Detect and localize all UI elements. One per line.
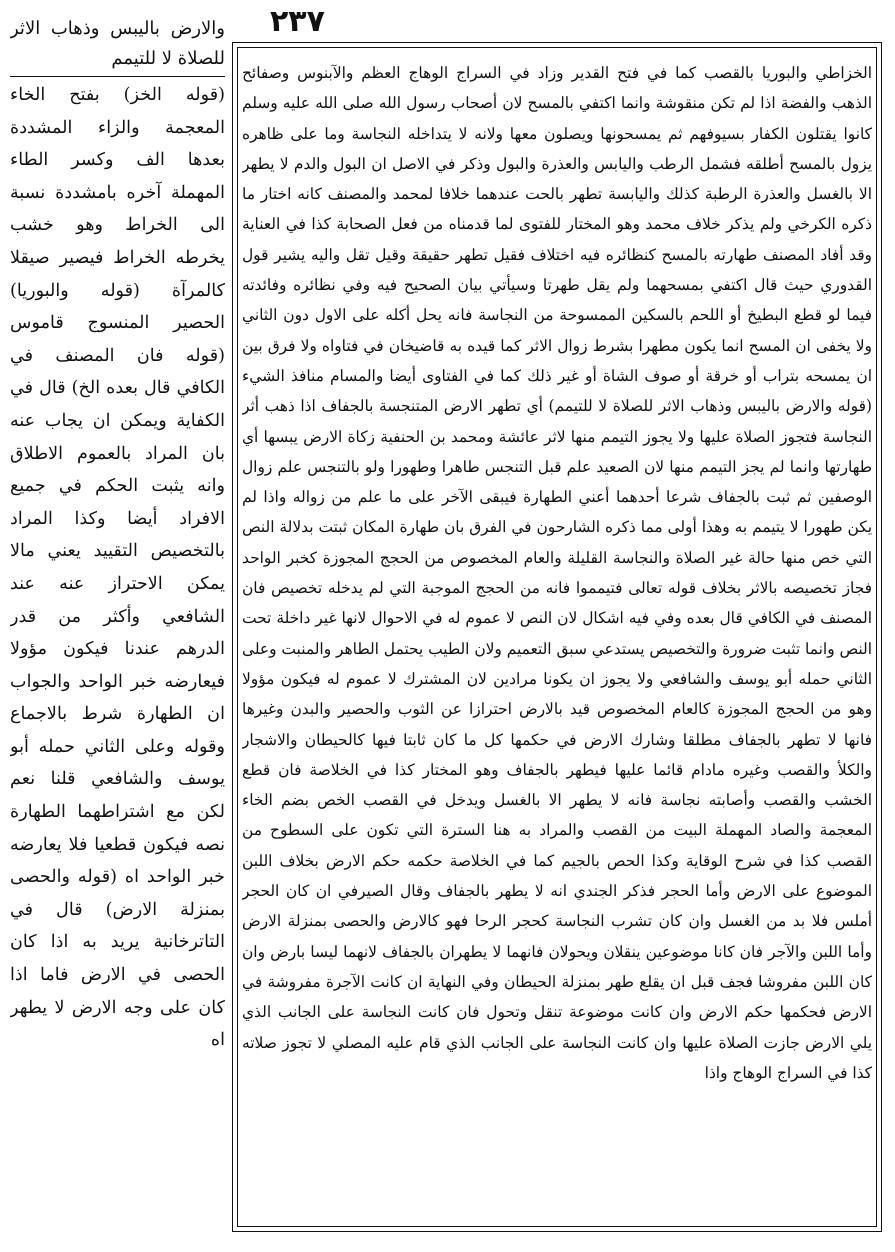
main-text [242, 58, 872, 1228]
page-number: ٢٣٧ [270, 4, 325, 39]
margin-heading: والارض باليبس وذهاب الاثر للصلاة لا للتيمم [10, 14, 225, 77]
margin-commentary [10, 14, 225, 1242]
margin-text: (قوله الخز) بفتح الخاء المعجمة والزاء المشددة بعدها الف وكسر الطاء المهملة آخره بامشددة نسبة الى الخراط وهو خشب يخرطه الخراط فيصير صيقلا كالمرآة (قوله والبوريا) الحصير المنسوج قاموس (قوله فان المصنف في الكافي قال بعده الخ) قال في الكفاية ويمكن ان يجاب عنه بان المراد بالعموم الاطلاق وانه يثبت الحكم في جميع الافراد أيضا وكذا المراد بالتخصيص التقييد يعني مالا يمكن الاحتراز عنه عند الشافعي وأكثر من قدر الدرهم عندنا فيكون مؤولا فيعارضه خبر الواحد والجواب ان الطهارة شرط بالاجماع وقوله وعلى الثاني حمله أبو يوسف والشافعي قلنا نعم لكن مع اشتراطهما الطهارة نصه فيكون قطعيا فلا يعارضه خبر الواحد اه (قوله والحصى بمنزلة الارض) قال في التاترخانية يريد به اذا كان الحصى في الارض فاما اذا كان على وجه الارض لا يطهر اه [10, 85, 225, 1051]
main-text-body: الخزاطي والبوريا بالقصب كما في فتح القدير وزاد في السراج الوهاج العظم والآبنوس وصفائح الذهب والفضة اذا لم تكن منقوشة وانما اكتفي بالمسح لان أصحاب رسول الله صلى الله عليه وسلم كانوا يقتلون الكفار بسيوفهم ثم يمسحونها ويصلون معها ولانه لا يتداخله النجاسة وما على ظاهره يزول بالمسح أطلقه فشمل الرطب واليابس والعذرة والبول وذكر في الاصل ان البول والدم لا يطهر الا بالغسل والعذرة الرطبة كذلك واليابسة تطهر بالحت عندهما خلافا لمحمد والمصنف كانه اختار ما ذكره الكرخي ولم يذكر خلاف محمد وهو المختار للفتوى لما قدمناه من فعل الصحابة كذا في العناية وقد أفاد المصنف طهارته بالمسح كنظائره فيه اختلاف فقيل تطهر حقيقة وقيل تقل واليه يشير قول القدوري حيث قال اكتفي بمسحهما ولم يقل طهرتا وسيأتي بيان الصحيح فيه وفي نظائره وفائدته فيما لو قطع البطيخ أو اللحم بالسكين الممسوحة من النجاسة فانه يحل أكله على الاول دون الثاني ولا يخفى ان المسح انما يكون مطهرا بشرط زوال الاثر كما قيده به قاضيخان في فتاواه ولا فرق بين ان يمسحه بتراب أو خرقة أو صوف الشاة أو غير ذلك كما في الفتاوى أيضا والمسام منافذ الشيء (قوله والارض باليبس وذهاب الاثر للصلاة لا للتيمم) أي تطهر الارض المتنجسة بالجفاف اذا ذهب أثر النجاسة فتجوز الصلاة عليها ولا يجوز التيمم منها لاثر عائشة ومحمد بن الحنفية زكاة الارض يبسها أي طهارتها وانما لم يجز التيمم منها لان الصعيد علم قبل التنجس طاهرا وطهورا ولو بالتنجس علم زوال الوصفين ثم ثبت بالجفاف شرعا أحدهما أعني الطهارة فيبقى الآخر على ما علم من زواله واذا لم يكن طهورا لا يتيمم به وهذا أولى مما ذكره الشارحون في الفرق بان طهارة المكان ثبتت بدلالة النص التي خص منها حالة غير الصلاة والنجاسة القليلة والعام المخصوص من الحجج المجوزة كخبر الواحد فجاز تخصيصه بالاثر بخلاف قوله تعالى فتيمموا فانه من الحجج الموجبة التي لم يدخله تخصيص فان المصنف في الكافي قال بعده وفي فيه اشكال لان النص لا عموم له في الاحوال لانها غير داخلة تحت النص وانما تثبت ضرورة والتخصيص يستدعي سبق التعميم ولان الطيب يحتمل الطاهر والمنبت وعلى الثاني حمله أبو يوسف والشافعي ولا يجوز ان يكونا مرادين لان المشترك لا عموم له فيكون مؤولا وهو من الحجج المجوزة كالعام المخصوص قيد بالارض احترازا عن الثوب والحصير والبدن وغيرها فانها لا تطهر بالجفاف مطلقا وشارك الارض في حكمها كل ما كان ثابتا فيها كالحيطان والاشجار والكلأ والقصب وغيره مادام قائما عليها فيطهر بالجفاف وهو المختار كذا في الخلاصة فان قطع الخشب والقصب وأصابته نجاسة فانه لا يطهر الا بالغسل ويدخل في القصب الخص بضم الخاء المعجمة والصاد المهملة البيت من القصب والمراد به هنا السترة التي تكون على السطوح من القصب كذا في شرح الوقاية وكذا الحص بالجيم كما في الخلاصة حكمه حكم الارض بخلاف اللبن الموضوع على الارض وأما الحجر فذكر الجندي انه لا يطهر بالجفاف وقال الصيرفي ان كان الحجر أملس فلا بد من الغسل وان كان تشرب النجاسة كحجر الرحا فهو كالارض والحصى بمنزلة الارض وأما اللبن والآجر فان كانا موضوعين ينقلان ويحولان فانهما لا يطهران بالجفاف لانهما ليسا بارض وان كان اللبن مفروشا فجف قبل ان يقلع طهر بمنزلة الحيطان وفي النهاية ان كانت الآجرة مفروشة في الارض فحكمها حكم الارض وان كانت موضوعة تنقل وتحول فان كانت النجاسة على الجانب الذي يلي الارض جازت الصلاة عليها وان كانت النجاسة على الجانب الذي قام عليه المصلي لا تجوز صلاته كذا في السراج الوهاج واذا [242, 64, 872, 1082]
